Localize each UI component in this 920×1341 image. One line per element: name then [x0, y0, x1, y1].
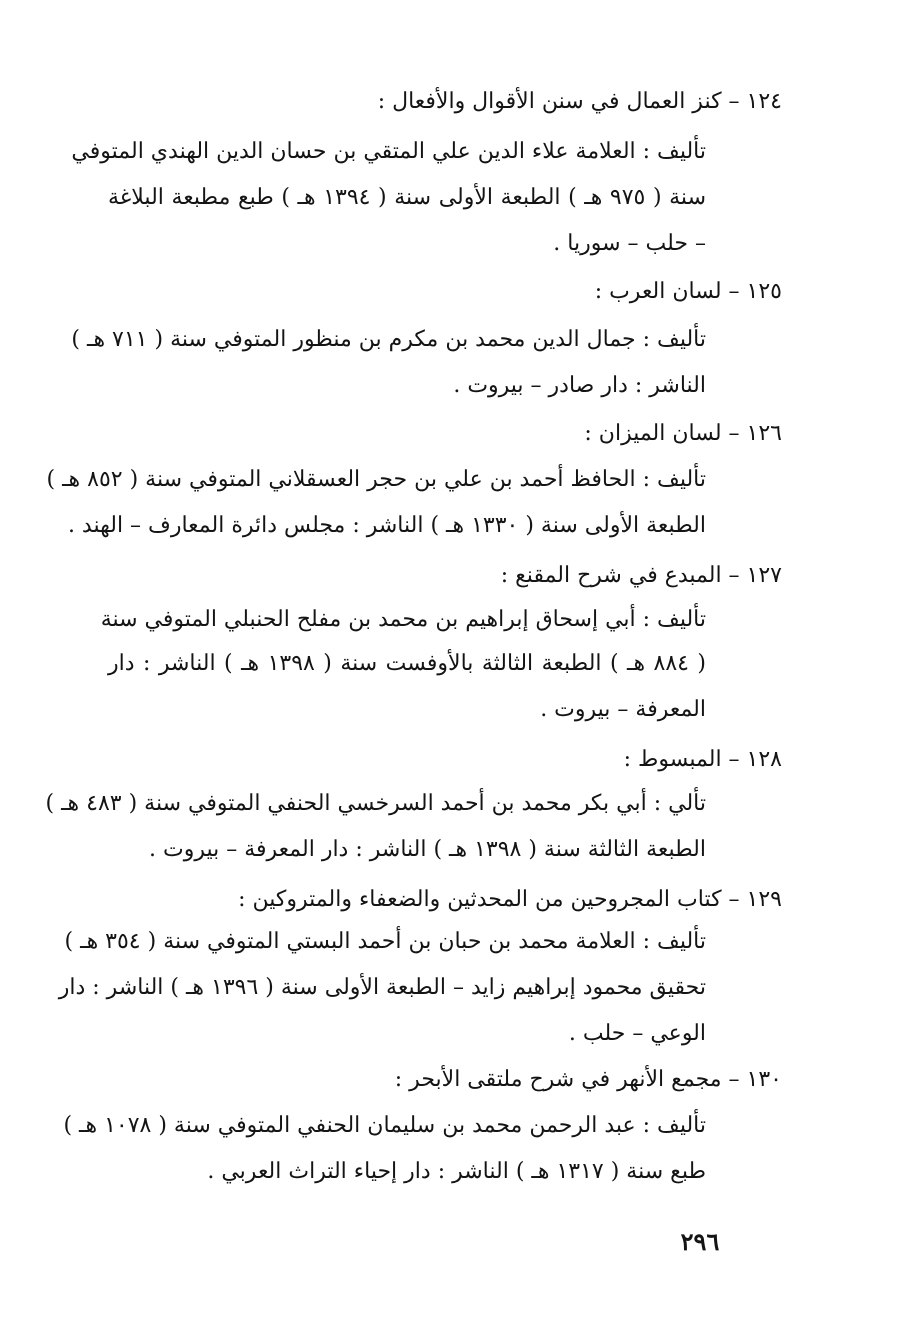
entry-line: – حلب – سوريا .: [553, 231, 706, 256]
entry-line: الطبعة الأولى سنة ( ١٣٣٠ هـ ) الناشر : مجلس دائرة المعارف – الهند .: [67, 513, 706, 538]
entry-heading: ١٢٨ – المبسوط :: [623, 747, 782, 772]
entry-line: تأليف : أبي إسحاق إبراهيم بن محمد بن مفلح الحنبلي المتوفي سنة: [100, 607, 706, 632]
entry-heading: ١٢٤ – كنز العمال في سنن الأقوال والأفعال :: [377, 89, 782, 114]
entry-line: تألي : أبي بكر محمد بن أحمد السرخسي الحنفي المتوفي سنة ( ٤٨٣ هـ ): [45, 791, 706, 816]
entry-heading: ١٢٦ – لسان الميزان :: [584, 421, 782, 446]
entry-heading: ١٣٠ – مجمع الأنهر في شرح ملتقى الأبحر :: [394, 1067, 782, 1092]
entry-line: الوعي – حلب .: [568, 1021, 706, 1046]
entry-line: تحقيق محمود إبراهيم زايد – الطبعة الأولى سنة ( ١٣٩٦ هـ ) الناشر : دار: [58, 975, 706, 1000]
entry-line: طبع سنة ( ١٣١٧ هـ ) الناشر : دار إحياء التراث العربي .: [207, 1159, 706, 1184]
entry-line: تأليف : جمال الدين محمد بن مكرم بن منظور المتوفي سنة ( ٧١١ هـ ): [71, 327, 706, 352]
entry-line: الناشر : دار صادر – بيروت .: [453, 373, 706, 398]
entry-line: تأليف : الحافظ أحمد بن علي بن حجر العسقلاني المتوفي سنة ( ٨٥٢ هـ ): [46, 467, 706, 492]
entry-line: سنة ( ٩٧٥ هـ ) الطبعة الأولى سنة ( ١٣٩٤ هـ ) طبع مطبعة البلاغة: [108, 185, 707, 210]
entry-line: الطبعة الثالثة سنة ( ١٣٩٨ هـ ) الناشر : دار المعرفة – بيروت .: [149, 837, 706, 862]
entry-line: تأليف : عبد الرحمن محمد بن سليمان الحنفي المتوفي سنة ( ١٠٧٨ هـ ): [63, 1113, 706, 1138]
entry-heading: ١٢٥ – لسان العرب :: [594, 279, 782, 304]
page-number: ٢٩٦: [680, 1227, 720, 1256]
entry-heading: ١٢٩ – كتاب المجروحين من المحدثين والضعفاء والمتروكين :: [238, 887, 782, 912]
entry-heading: ١٢٧ – المبدع في شرح المقنع :: [500, 563, 782, 588]
entry-line: ( ٨٨٤ هـ ) الطبعة الثالثة بالأوفست سنة ( ١٣٩٨ هـ ) الناشر : دار: [108, 651, 706, 676]
entry-line: المعرفة – بيروت .: [540, 697, 706, 722]
entry-line: تأليف : العلامة محمد بن حبان بن أحمد البستي المتوفي سنة ( ٣٥٤ هـ ): [64, 929, 706, 954]
entry-line: تأليف : العلامة علاء الدين علي المتقي بن حسان الدين الهندي المتوفي: [71, 139, 706, 164]
